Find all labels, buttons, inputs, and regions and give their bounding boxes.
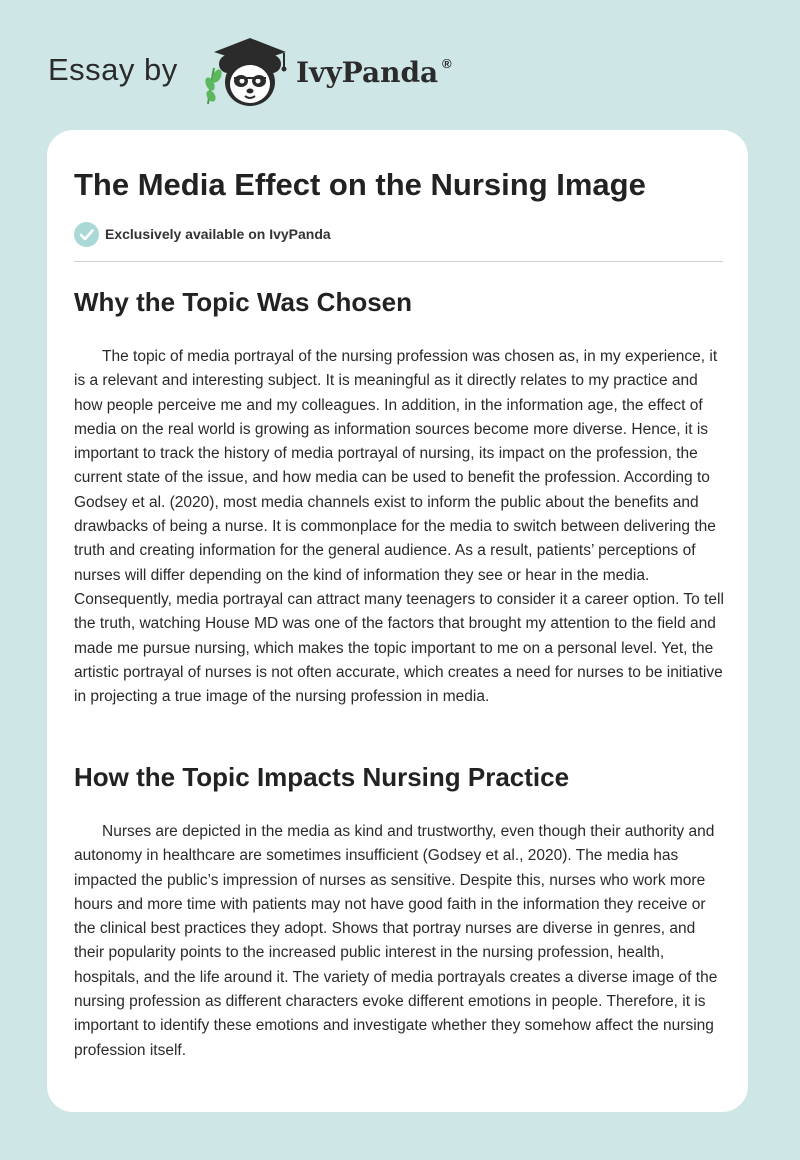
essay-card [47, 130, 748, 1112]
section-impact [74, 761, 724, 1063]
section-paragraph: Nurses are depicted in the media as kind and trustworthy, even though their authority and autonomy in healthcare are sometimes insufficient (Godsey et al., 2020). The media has impacted the public’s impression of nurses as sensitive. Despite this, nurses who work more hours and more time with patients may not have good faith in the information they receive or the clinical best practices they adopt. Shows that portray nurses are diverse in genres, and their popularity points to the increased public interest in the nursing profession, health, hospitals, and the life around it. The variety of media portrayals creates a diverse image of the nursing profession as different characters evoke different emotions in people. Therefore, it is important to identify these emotions and investigate whether they somehow affect the nursing profession itself. [74, 823, 718, 1059]
section-heading: How the Topic Impacts Nursing Practice [74, 762, 570, 792]
title-divider [74, 261, 723, 262]
section-paragraph: The topic of media portrayal of the nursing profession was chosen as, in my experience, it is a relevant and interesting subject. It is meaningful as it directly relates to my practice and how people perceive me and my colleagues. In addition, in the information age, the effect of media on the real world is growing as information sources become more diverse. Hence, it is important to track the history of media portrayal of nursing, its impact on the profession, the current state of the issue, and how media can be used to benefit the profession. According to Godsey et al. (2020), most media channels exist to inform the public about the benefits and drawbacks of being a nurse. It is commonplace for the media to switch between delivering the truth and creating information for the general audience. As a result, patients’ perceptions of nurses will differ depending on the kind of information they see or hear in the media. Consequently, media portrayal can attract many teenagers to consider it a career option. To tell the truth, watching House MD was one of the factors that brought my attention to the field and made me pursue nursing, which makes the topic important to me on a personal level. Yet, the artistic portrayal of nurses is not often accurate, which creates a need for nurses to be initiative in projecting a true image of the nursing profession in media. [74, 348, 724, 706]
panda-logo-icon[interactable] [200, 34, 292, 110]
site-header [0, 0, 800, 120]
essay-title: The Media Effect on the Nursing Image [74, 167, 646, 202]
checkmark-icon [74, 222, 99, 247]
exclusive-badge-text: Exclusively available on IvyPanda [105, 226, 331, 242]
registered-mark: ® [442, 56, 452, 71]
section-heading: Why the Topic Was Chosen [74, 287, 413, 317]
section-why-topic [74, 286, 724, 709]
brand-prefix: Essay by [48, 52, 178, 87]
brand-name[interactable]: IvyPanda [296, 56, 439, 89]
